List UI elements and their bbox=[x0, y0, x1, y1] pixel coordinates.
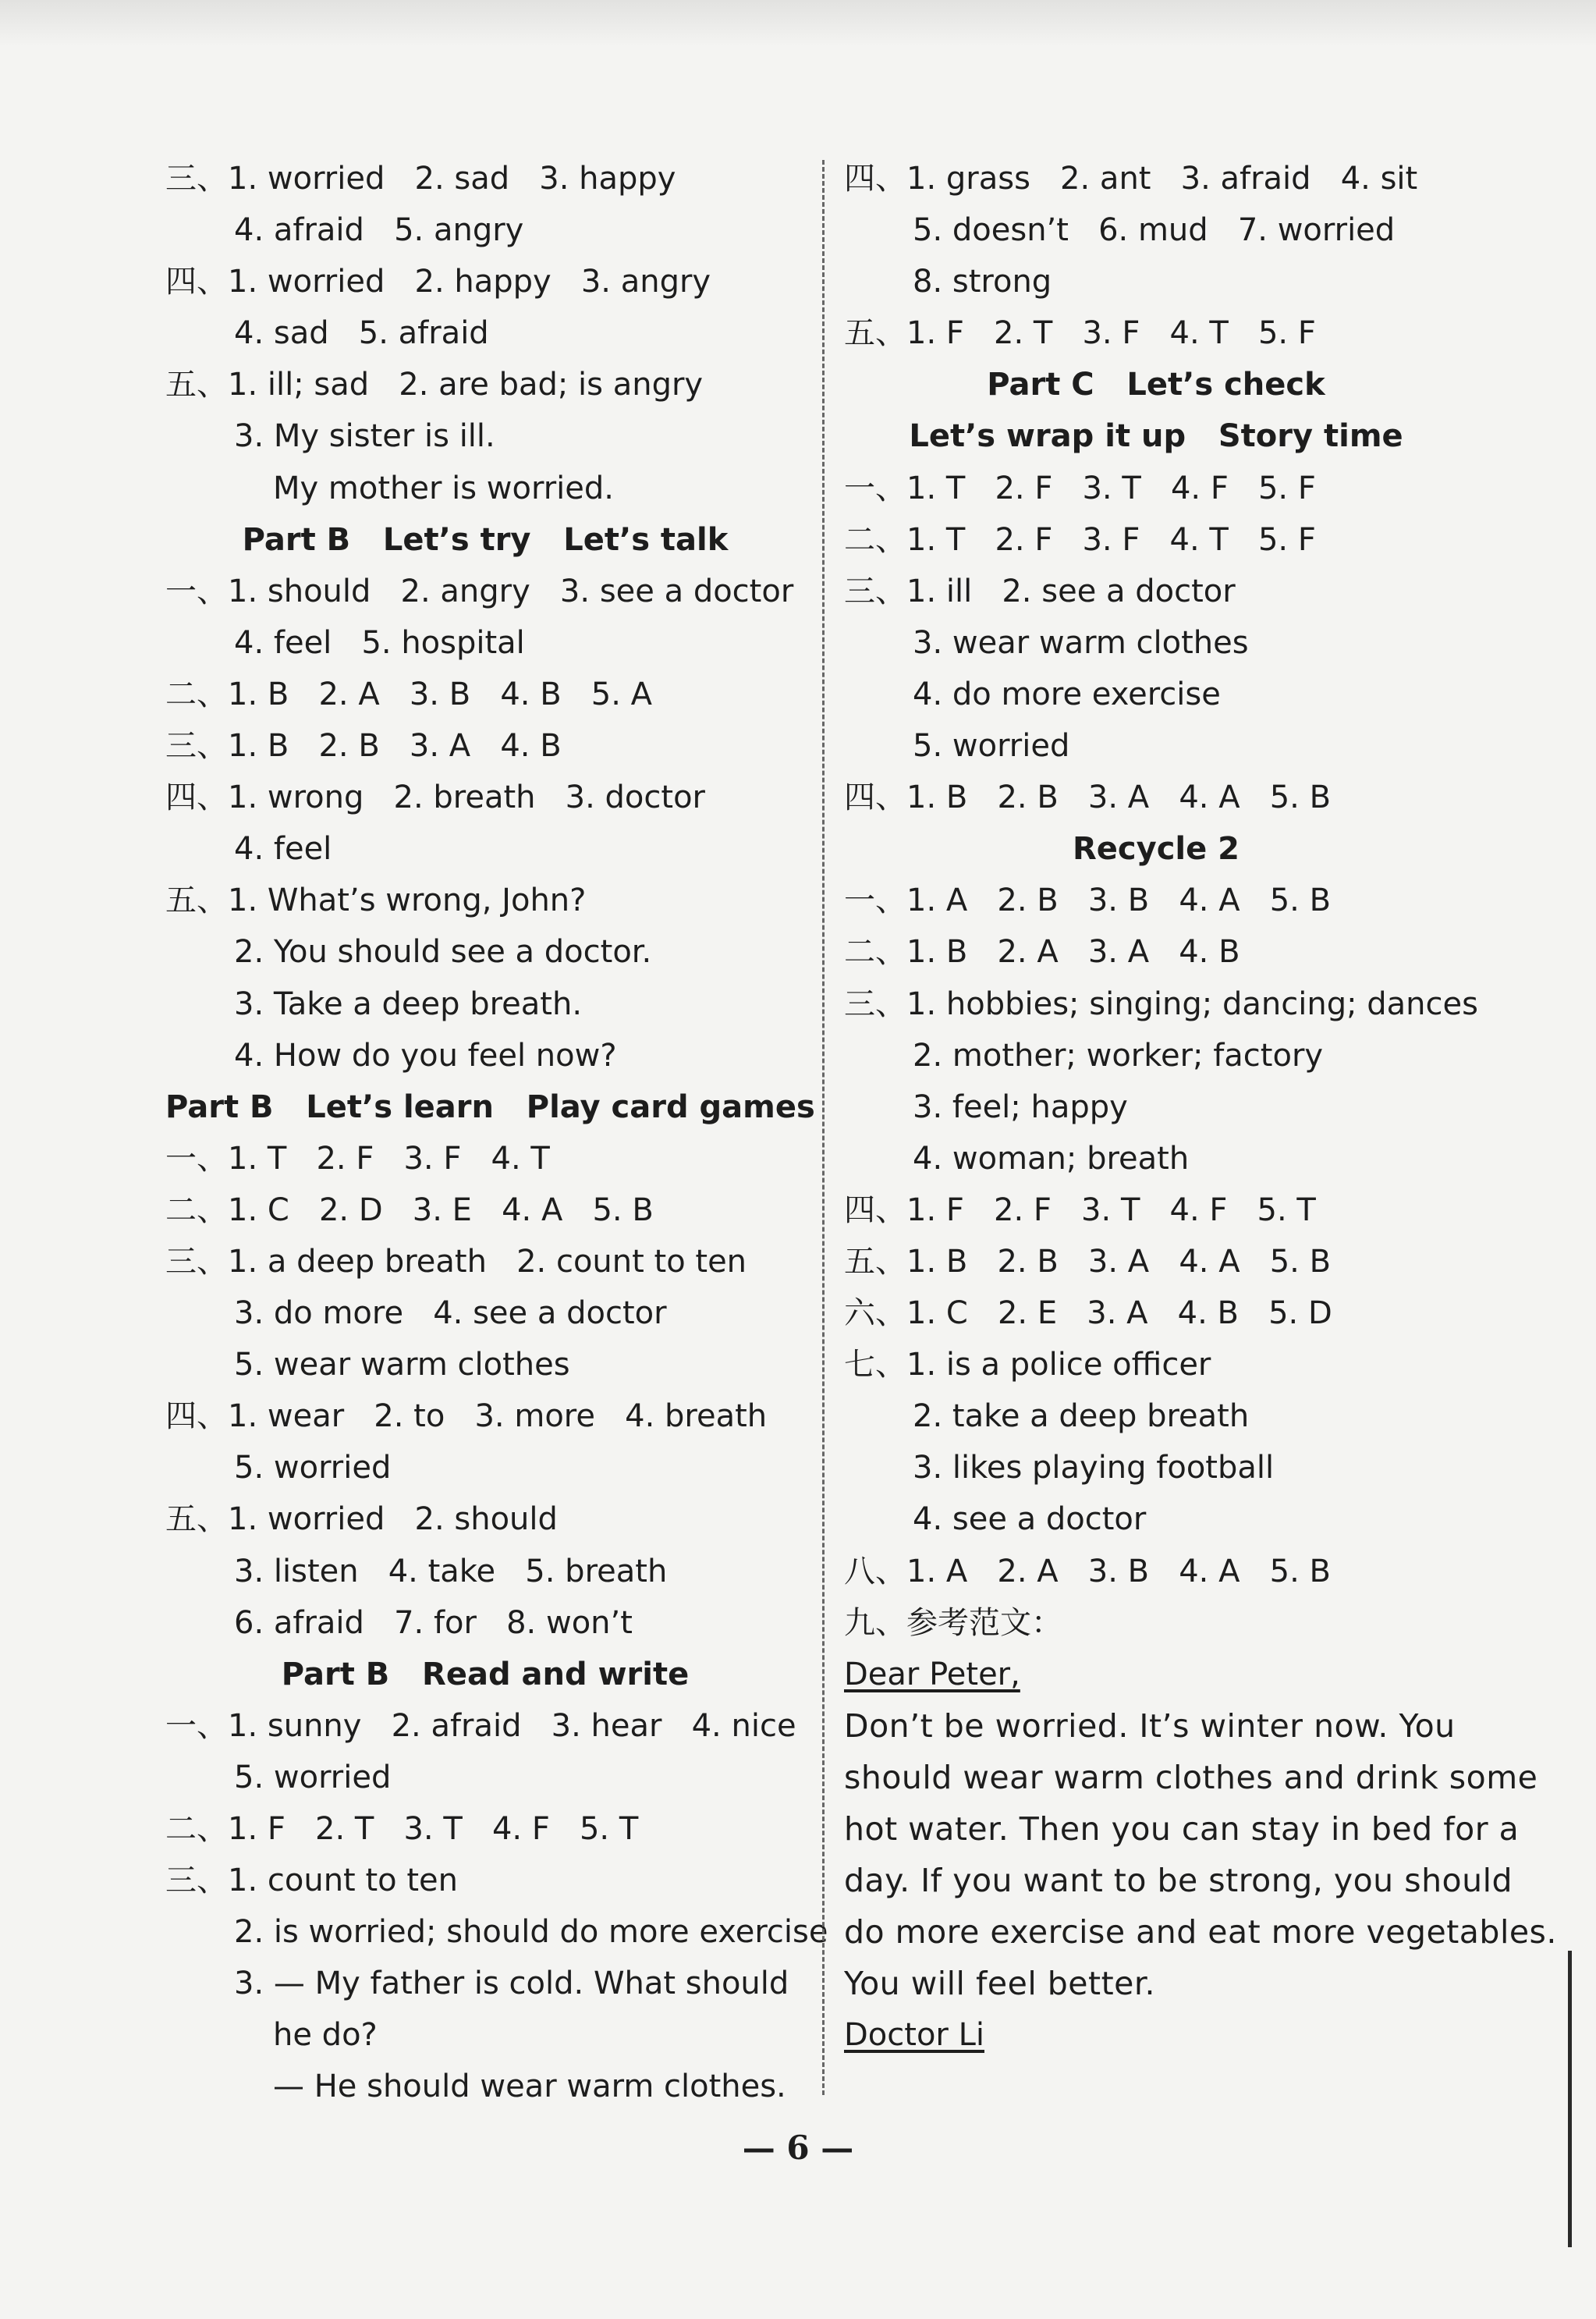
answer-line: 二、1. F 2. T 3. T 4. F 5. T bbox=[165, 1811, 639, 1847]
answer-line: 五、1. worried 2. should bbox=[165, 1501, 558, 1538]
answer-line: 三、1. ill 2. see a doctor bbox=[844, 573, 1236, 609]
answer-line: 三、1. a deep breath 2. count to ten bbox=[165, 1243, 747, 1280]
answer-line: 2. mother; worker; factory bbox=[913, 1037, 1324, 1074]
answer-line: he do? bbox=[273, 2017, 378, 2054]
scan-shadow bbox=[0, 0, 1596, 47]
answer-line: 5. worried bbox=[913, 728, 1070, 765]
answer-line: 4. sad 5. afraid bbox=[234, 315, 489, 352]
answer-line: 四、1. worried 2. happy 3. angry bbox=[165, 264, 711, 300]
answer-line: 5. wear warm clothes bbox=[234, 1347, 570, 1383]
answer-line: 2. You should see a doctor. bbox=[234, 934, 652, 971]
answer-line: 6. afraid 7. for 8. won’t bbox=[234, 1604, 633, 1641]
answer-line: 4. feel 5. hospital bbox=[234, 624, 525, 661]
answer-line: 二、1. B 2. A 3. A 4. B bbox=[844, 934, 1240, 971]
answer-line: 四、1. B 2. B 3. A 4. A 5. B bbox=[844, 780, 1332, 816]
answer-line: 二、1. B 2. A 3. B 4. B 5. A bbox=[165, 676, 653, 712]
answer-line: 九、参考范文： bbox=[844, 1604, 1062, 1641]
answer-line: 5. worried bbox=[234, 1450, 392, 1486]
answer-line: 一、1. T 2. F 3. F 4. T bbox=[165, 1140, 550, 1177]
answer-line: 4. afraid 5. angry bbox=[234, 212, 524, 249]
scan-edge-mark bbox=[1568, 1951, 1572, 2247]
answer-line: — He should wear warm clothes. bbox=[273, 2069, 786, 2105]
section-heading: Let’s wrap it up Story time bbox=[909, 418, 1403, 455]
answer-line: 3. listen 4. take 5. breath bbox=[234, 1553, 668, 1589]
answer-line: 四、1. wear 2. to 3. more 4. breath bbox=[165, 1398, 768, 1435]
answer-line: You will feel better. bbox=[844, 1965, 1155, 2003]
answer-line: do more exercise and eat more vegetables. bbox=[844, 1913, 1557, 1951]
answer-line: 3. My sister is ill. bbox=[234, 418, 495, 455]
section-heading: Recycle 2 bbox=[1072, 831, 1240, 868]
answer-line: 2. is worried; should do more exercise bbox=[234, 1914, 828, 1951]
answer-line: 2. take a deep breath bbox=[913, 1398, 1250, 1435]
answer-line: 五、1. B 2. B 3. A 4. A 5. B bbox=[844, 1243, 1332, 1280]
answer-line: 4. see a doctor bbox=[913, 1501, 1147, 1538]
answer-line: 一、1. should 2. angry 3. see a doctor bbox=[165, 573, 794, 609]
answer-line: Dear Peter, bbox=[844, 1656, 1020, 1692]
section-heading: Part C Let’s check bbox=[987, 367, 1325, 403]
answer-line: 3. feel; happy bbox=[913, 1088, 1128, 1125]
answer-column-left bbox=[165, 153, 828, 2113]
answer-column-right bbox=[844, 153, 1557, 2061]
column-divider bbox=[822, 160, 825, 2095]
answer-line: 七、1. is a police officer bbox=[844, 1347, 1211, 1383]
answer-line: 四、1. wrong 2. breath 3. doctor bbox=[165, 780, 705, 816]
answer-line: 五、1. What’s wrong, John? bbox=[165, 882, 587, 919]
answer-line: 五、1. ill; sad 2. are bad; is angry bbox=[165, 367, 704, 403]
answer-line: Doctor Li bbox=[844, 2017, 984, 2054]
answer-line: 三、1. count to ten bbox=[165, 1863, 458, 1899]
answer-line: 三、1. worried 2. sad 3. happy bbox=[165, 161, 676, 197]
answer-line: Don’t be worried. It’s winter now. You bbox=[844, 1706, 1456, 1745]
answer-line: 8. strong bbox=[913, 264, 1052, 300]
answer-line: 5. worried bbox=[234, 1759, 392, 1795]
answer-line: should wear warm clothes and drink some bbox=[844, 1758, 1538, 1796]
page-number: — 6 — bbox=[742, 2129, 854, 2167]
answer-line: day. If you want to be strong, you should bbox=[844, 1862, 1513, 1900]
answer-line: 3. likes playing football bbox=[913, 1450, 1275, 1486]
section-heading: Part B Let’s learn Play card games bbox=[165, 1088, 815, 1125]
answer-line: 八、1. A 2. A 3. B 4. A 5. B bbox=[844, 1553, 1331, 1589]
answer-line: 三、1. B 2. B 3. A 4. B bbox=[165, 728, 562, 765]
answer-line: 四、1. F 2. F 3. T 4. F 5. T bbox=[844, 1191, 1316, 1228]
answer-line: 3. wear warm clothes bbox=[913, 624, 1249, 661]
answer-line: 4. How do you feel now? bbox=[234, 1037, 617, 1074]
answer-line: 一、1. A 2. B 3. B 4. A 5. B bbox=[844, 882, 1332, 919]
answer-line: 二、1. C 2. D 3. E 4. A 5. B bbox=[165, 1191, 654, 1228]
answer-line: 5. doesn’t 6. mud 7. worried bbox=[913, 212, 1396, 249]
answer-line: 3. do more 4. see a doctor bbox=[234, 1295, 667, 1332]
answer-line: 一、1. sunny 2. afraid 3. hear 4. nice bbox=[165, 1707, 796, 1744]
answer-line: 一、1. T 2. F 3. T 4. F 5. F bbox=[844, 470, 1316, 506]
answer-line: 四、1. grass 2. ant 3. afraid 4. sit bbox=[844, 161, 1418, 197]
answer-line: 3. Take a deep breath. bbox=[234, 985, 583, 1022]
answer-line: My mother is worried. bbox=[273, 470, 615, 506]
answer-line: 三、1. hobbies; singing; dancing; dances bbox=[844, 985, 1478, 1022]
section-heading: Part B Let’s try Let’s talk bbox=[242, 521, 729, 558]
answer-line: 3. — My father is cold. What should bbox=[234, 1966, 789, 2002]
answer-line: hot water. Then you can stay in bed for a bbox=[844, 1810, 1520, 1848]
answer-line: 4. woman; breath bbox=[913, 1140, 1190, 1177]
answer-line: 二、1. T 2. F 3. F 4. T 5. F bbox=[844, 521, 1316, 558]
answer-line: 4. feel bbox=[234, 831, 332, 868]
answer-line: 4. do more exercise bbox=[913, 676, 1221, 712]
answer-line: 六、1. C 2. E 3. A 4. B 5. D bbox=[844, 1295, 1332, 1332]
section-heading: Part B Read and write bbox=[281, 1656, 690, 1692]
answer-line: 五、1. F 2. T 3. F 4. T 5. F bbox=[844, 315, 1316, 352]
